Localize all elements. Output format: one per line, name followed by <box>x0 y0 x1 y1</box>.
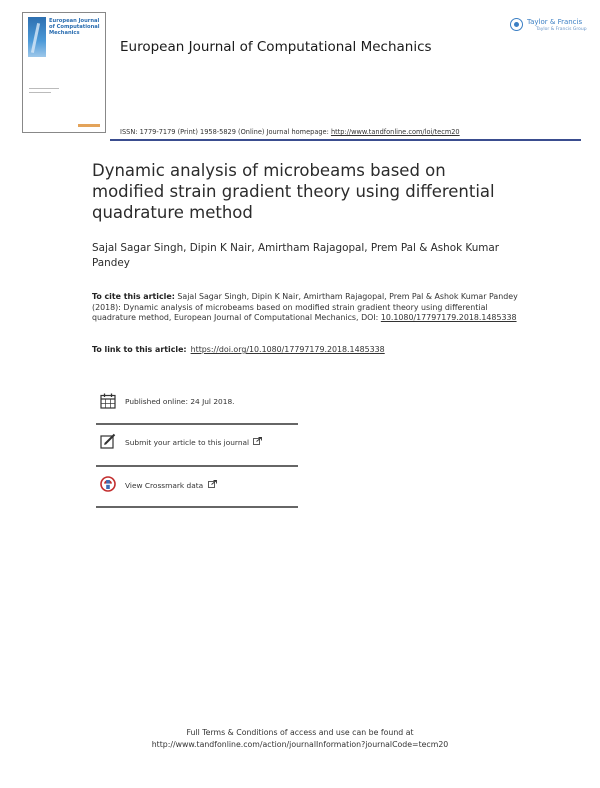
article-link-line <box>92 345 385 354</box>
calendar-icon <box>100 393 116 409</box>
header-divider <box>110 139 581 141</box>
citation-label: To cite this article: <box>92 292 175 301</box>
crossmark-row[interactable] <box>96 476 298 510</box>
journal-name: European Journal of Computational Mechanics <box>120 39 432 55</box>
external-link-icon <box>208 480 217 488</box>
footer-terms-text: Full Terms & Conditions of access and use can be found at <box>186 728 414 737</box>
article-authors: Sajal Sagar Singh, Dipin K Nair, Amirtham Rajagopal, Prem Pal & Ashok Kumar Pandey <box>92 242 500 269</box>
citation-doi-link[interactable]: 10.1080/17797179.2018.1485338 <box>380 313 517 322</box>
article-title: Dynamic analysis of microbeams based on modified strain gradient theory using differential quadrature method <box>92 161 495 222</box>
cover-line <box>29 88 59 89</box>
submit-article-link[interactable] <box>125 437 262 447</box>
cover-line <box>29 92 51 93</box>
issn-text: ISSN: 1779-7179 (Print) 1958-5829 (Online) Journal homepage: <box>120 128 331 136</box>
info-divider <box>96 423 298 425</box>
cover-artwork <box>28 17 46 57</box>
external-link-icon <box>253 437 262 445</box>
citation-text: Sajal Sagar Singh, Dipin K Nair, Amirtham Rajagopal, Prem Pal & Ashok Kumar Pandey (2018): Dynamic analysis of microbeams based on modified strain gradient theory using differential quadrature method, European Journal of Computational Mechanics, DOI: <box>92 292 518 322</box>
journal-homepage-link[interactable]: http://www.tandfonline.com/loi/tecm20 <box>330 128 460 136</box>
crossmark-link[interactable] <box>125 480 217 490</box>
crossmark-icon <box>100 476 116 492</box>
publisher-logo-name: Taylor & Francis <box>527 18 583 26</box>
citation-block <box>92 292 532 324</box>
info-divider <box>96 465 298 467</box>
publisher-logo <box>510 17 587 37</box>
article-doi-link[interactable]: https://doi.org/10.1080/17797179.2018.1485338 <box>190 345 385 354</box>
published-online-row <box>96 393 298 427</box>
issn-line <box>120 128 460 136</box>
cover-title: European Journal of Computational Mechanics <box>49 18 100 36</box>
publisher-logo-icon <box>510 18 523 31</box>
journal-cover-thumbnail[interactable] <box>22 12 106 133</box>
submit-article-text: Submit your article to this journal <box>125 438 250 447</box>
submit-article-row[interactable] <box>96 433 298 467</box>
crossmark-text: View Crossmark data <box>125 481 204 490</box>
published-online-text: Published online: 24 Jul 2018. <box>125 397 235 406</box>
publisher-logo-group: Taylor & Francis Group <box>536 27 587 32</box>
footer-terms-link[interactable]: http://www.tandfonline.com/action/journalInformation?journalCode=tecm20 <box>151 740 449 749</box>
cover-volume-line <box>29 75 30 79</box>
edit-icon <box>100 433 116 449</box>
cover-publisher-mark <box>78 124 100 127</box>
article-link-label: To link to this article: <box>92 345 187 354</box>
footer <box>0 727 600 751</box>
info-divider <box>96 506 298 508</box>
